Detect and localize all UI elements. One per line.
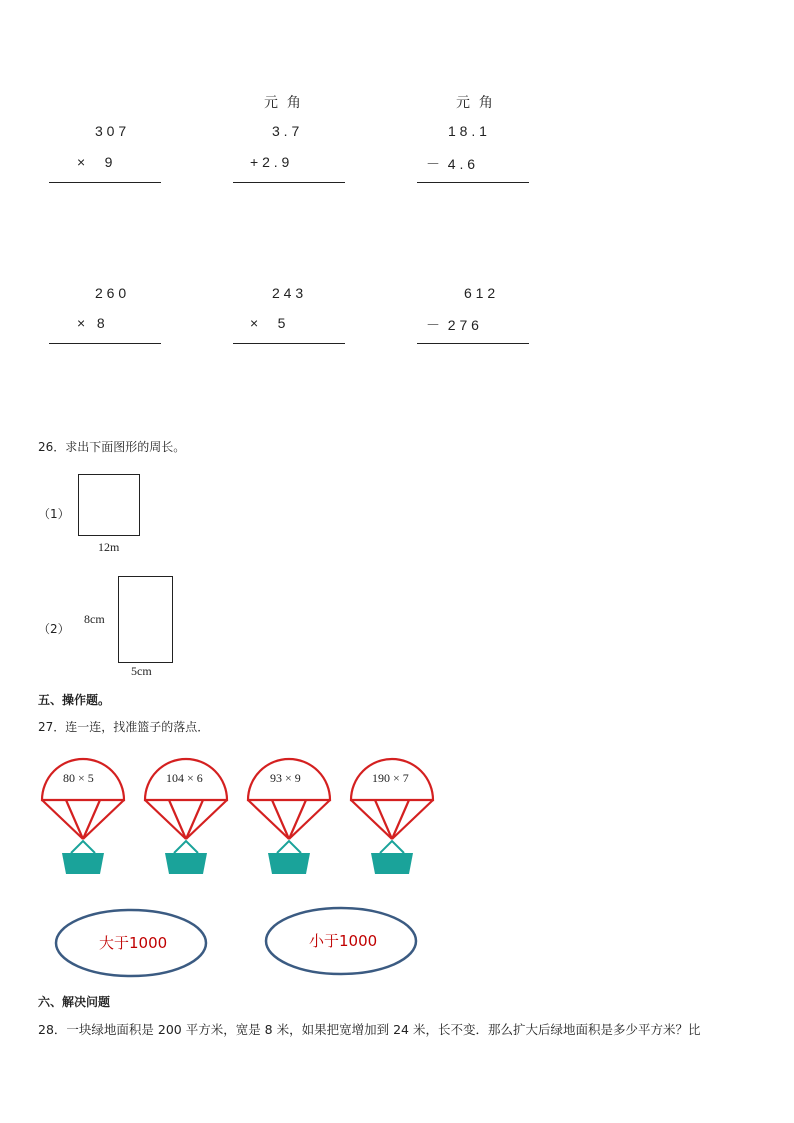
fig2-height-label: 8cm <box>84 612 105 626</box>
basket-icon <box>165 841 207 874</box>
parachute-1-expression: 80 × 5 <box>63 771 94 785</box>
calc6-rule <box>417 343 529 344</box>
basket-icon <box>371 841 413 874</box>
calc4-line2: × 8 <box>77 315 105 331</box>
calc5-line2: × 5 <box>250 315 286 331</box>
square-figure <box>78 474 140 536</box>
oval-greater-label: 大于1000 <box>99 934 168 952</box>
parachute-2-expression: 104 × 6 <box>166 771 203 785</box>
basket-icon <box>268 841 310 874</box>
calc3-rule <box>417 182 529 183</box>
section6-heading: 六、解决问题 <box>38 995 111 1009</box>
calc2-rule <box>233 182 345 183</box>
parachute-3-expression: 93 × 9 <box>270 771 301 785</box>
rectangle-figure <box>118 576 173 663</box>
calc3-header: 元 角 <box>456 95 493 111</box>
calc1-line1: 3 0 7 <box>95 123 127 139</box>
calc2-line1: 3 . 7 <box>272 123 300 139</box>
fig2-label: （2） <box>38 622 70 636</box>
calc4-line1: 2 6 0 <box>95 285 127 301</box>
section5-heading: 五、操作题。 <box>38 693 111 707</box>
q28-prompt: 28．一块绿地面积是 200 平方米，宽是 8 米，如果把宽增加到 24 米，长不变．那么扩大后绿地面积是多少平方米？比 <box>38 1022 701 1037</box>
parachute-4-expression: 190 × 7 <box>372 771 409 785</box>
oval-less-label: 小于1000 <box>309 932 378 950</box>
calc1-rule <box>49 182 161 183</box>
q27-prompt: 27．连一连，找准篮子的落点． <box>38 720 210 734</box>
calc5-line1: 2 4 3 <box>272 285 304 301</box>
calc3-line2: － 4 . 6 <box>426 156 476 172</box>
calc5-rule <box>233 343 345 344</box>
calc2-header: 元 角 <box>264 95 301 111</box>
fig1-label: （1） <box>38 507 70 521</box>
basket-icon <box>62 841 104 874</box>
calc6-line1: 6 1 2 <box>464 285 496 301</box>
calc6-line2: － 2 7 6 <box>426 317 479 333</box>
calc3-line1: 1 8 . 1 <box>448 123 487 139</box>
calc4-rule <box>49 343 161 344</box>
fig1-side-label: 12m <box>98 540 120 554</box>
q26-prompt: 26．求出下面图形的周长。 <box>38 440 186 454</box>
calc2-line2: + 2 . 9 <box>250 154 290 170</box>
calc1-line2: × 9 <box>77 154 113 170</box>
fig2-width-label: 5cm <box>131 664 152 678</box>
